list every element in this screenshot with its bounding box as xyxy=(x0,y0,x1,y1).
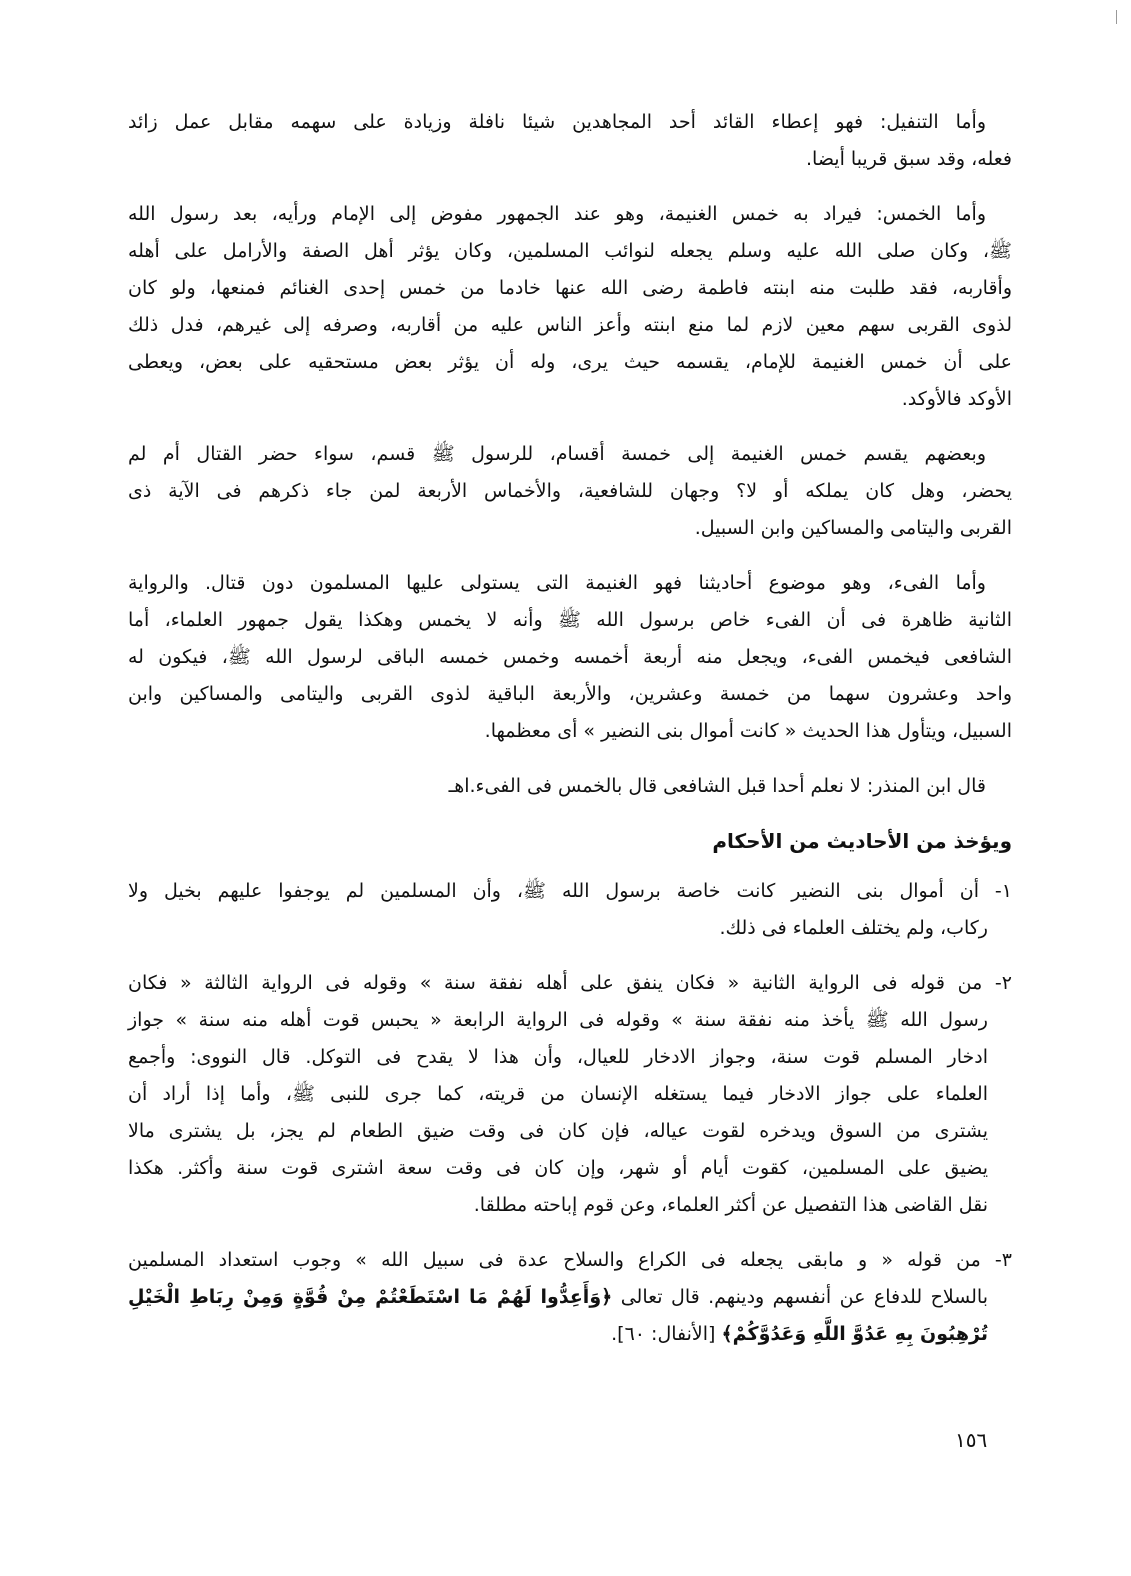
text-line: لذوى القربى سهم معين لازم لما منع ابنته وأعز الناس عليه من أقاربه، وصرفه إلى غيرهم، فدل ذلك xyxy=(128,314,1012,336)
text-line: وأما التنفيل: فهو إعطاء القائد أحد المجاهدين شيئا نافلة وزيادة على سهمه مقابل عمل زائد xyxy=(128,111,986,133)
text-line: ادخار المسلم قوت سنة، وجواز الادخار للعيال، وأن هذا لا يقدح فى التوكل. قال النووى: وأجمع xyxy=(128,1046,988,1068)
text-line: ركاب، ولم يختلف العلماء فى ذلك. xyxy=(719,917,988,939)
text-line: القربى واليتامى والمساكين وابن السبيل. xyxy=(694,517,1012,539)
text-line: ويؤخذ من الأحاديث من الأحكام xyxy=(712,829,1012,853)
quran-verse: تُرْهِبُونَ بِهِ عَدُوَّ اللَّهِ وَعَدُوَّكُمْ﴾ xyxy=(721,1323,988,1345)
text-line: ٣- من قوله « و مابقى يجعله فى الكراع والسلاح عدة فى سبيل الله » وجوب استعداد المسلمين xyxy=(128,1249,1012,1271)
text-line: وبعضهم يقسم خمس الغنيمة إلى خمسة أقسام، للرسول ﷺ قسم، سواء حضر القتال أم لم xyxy=(128,443,986,465)
numbered-item xyxy=(128,873,1012,947)
text-line: ١- أن أموال بنى النضير كانت خاصة برسول الله ﷺ، وأن المسلمين لم يوجفوا عليهم بخيل ولا xyxy=(128,880,1012,902)
text-line: السبيل، ويتأول هذا الحديث « كانت أموال بنى النضير » أى معظمها. xyxy=(484,720,1012,742)
text-line: يحضر، وهل كان يملكه أو لا؟ وجهان للشافعية، والأخماس الأربعة لمن جاء ذكرهم فى الآية ذى xyxy=(128,480,1012,502)
text-line: ٢- من قوله فى الرواية الثانية « فكان ينفق على أهله نفقة سنة » وقوله فى الرواية الثالثة « فكان xyxy=(128,972,1012,994)
text-line: العلماء على جواز الادخار فيما يستغله الإنسان من قريته، كما جرى للنبى ﷺ، وأما إذا أراد أن xyxy=(128,1083,988,1105)
text-line: الثانية ظاهرة فى أن الفىء خاص برسول الله ﷺ وأنه لا يخمس وهكذا يقول جمهور العلماء، أما xyxy=(128,609,1012,631)
text-line: وأما الفىء، وهو موضوع أحاديثنا فهو الغنيمة التى يستولى عليها المسلمون دون قتال. والرواية xyxy=(128,572,986,594)
text-line: الشافعى فيخمس الفىء، ويجعل منه أربعة أخمسه وخمس خمسه الباقى لرسول الله ﷺ، فيكون له xyxy=(128,646,1012,668)
text-line: قال ابن المنذر: لا نعلم أحدا قبل الشافعى قال بالخمس فى الفىء.اهـ xyxy=(448,775,986,797)
numbered-item xyxy=(128,1242,1012,1353)
paragraph xyxy=(128,768,1012,805)
text-line: تُرْهِبُونَ بِهِ عَدُوَّ اللَّهِ وَعَدُوَّكُمْ﴾ [الأنفال: ٦٠]. xyxy=(611,1323,988,1345)
text-line: يشترى من السوق ويدخره لقوت عياله، فإن كان فى وقت ضيق الطعام لم يجز، بل يشترى مالا xyxy=(128,1120,988,1142)
text-line: واحد وعشرون سهما من خمسة وعشرين، والأربعة الباقية لذوى القربى واليتامى والمساكين وابن xyxy=(128,683,1012,705)
text-line: نقل القاضى هذا التفصيل عن أكثر العلماء، وعن قوم إباحته مطلقا. xyxy=(473,1194,988,1216)
text-line: على أن خمس الغنيمة للإمام، يقسمه حيث يرى، وله أن يؤثر بعض مستحقيه على بعض، ويعطى xyxy=(128,351,1012,373)
section-heading xyxy=(128,823,1012,860)
page-number: ١٥٦ xyxy=(955,1428,988,1452)
text-line: وأقاربه، فقد طلبت منه ابنته فاطمة رضى الله عنها خادما من خمس إحدى الغنائم فمنعها، ولو كان xyxy=(128,277,1012,299)
paragraph xyxy=(128,565,1012,750)
paragraph xyxy=(128,104,1012,178)
paragraph xyxy=(128,436,1012,547)
text-line: فعله، وقد سبق قريبا أيضا. xyxy=(806,148,1012,170)
text-line: ﷺ، وكان صلى الله عليه وسلم يجعله لنوائب المسلمين، وكان يؤثر أهل الصفة والأرامل على أهله xyxy=(128,240,1012,262)
text-line: الأوكد فالأوكد. xyxy=(901,388,1012,410)
numbered-item xyxy=(128,965,1012,1224)
scan-mark xyxy=(1116,10,1117,24)
text-line: يضيق على المسلمين، كقوت أيام أو شهر، وإن كان فى وقت سعة اشترى قوت سنة وأكثر. هكذا xyxy=(128,1157,988,1179)
paragraph xyxy=(128,196,1012,418)
document-body xyxy=(128,104,1012,1371)
text-line: وأما الخمس: فيراد به خمس الغنيمة، وهو عند الجمهور مفوض إلى الإمام ورأيه، بعد رسول الله xyxy=(128,203,986,225)
text-line: بالسلاح للدفاع عن أنفسهم ودينهم. قال تعالى ﴿وَأَعِدُّوا لَهُمْ مَا اسْتَطَعْتُمْ مِنْ قُوَّةٍ وَمِنْ رِبَاطِ الْخَيْلِ xyxy=(128,1286,988,1308)
quran-verse: ﴿وَأَعِدُّوا لَهُمْ مَا اسْتَطَعْتُمْ مِنْ قُوَّةٍ وَمِنْ رِبَاطِ الْخَيْلِ xyxy=(128,1286,613,1308)
text-line: رسول الله ﷺ يأخذ منه نفقة سنة » وقوله فى الرواية الرابعة « يحبس قوت أهله منه سنة » جواز xyxy=(128,1009,988,1031)
